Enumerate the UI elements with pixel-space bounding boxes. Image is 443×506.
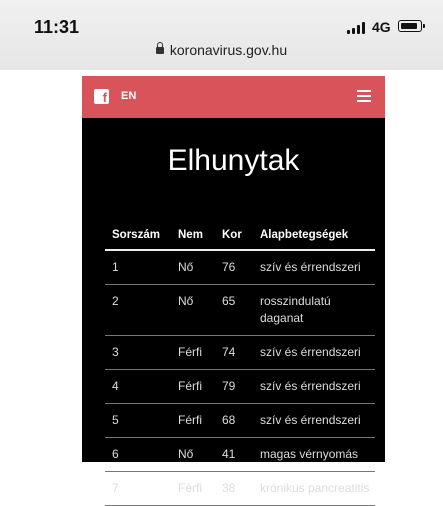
address-bar[interactable] <box>0 42 443 66</box>
cell-condition: szív és érrendszeri <box>253 336 375 370</box>
cell-sex: Férfi <box>171 336 215 370</box>
table-row <box>105 250 375 285</box>
table-row <box>105 472 375 506</box>
table-row <box>105 404 375 438</box>
cell-number: 4 <box>105 370 171 404</box>
cell-condition: rosszindulatú daganat <box>253 285 375 336</box>
cell-sex: Nő <box>171 250 215 285</box>
url-text: koronavirus.gov.hu <box>169 42 288 58</box>
cell-condition: krónikus pancreatitis <box>253 472 375 506</box>
cell-condition: szív és érrendszeri <box>253 370 375 404</box>
cell-number: 1 <box>105 250 171 285</box>
cell-condition: szív és érrendszeri <box>253 250 375 285</box>
language-switch[interactable]: EN <box>121 90 137 102</box>
table-row <box>105 438 375 472</box>
table-row <box>105 285 375 336</box>
cell-age: 38 <box>215 472 253 506</box>
cell-age: 76 <box>215 250 253 285</box>
cell-sex: Nő <box>171 285 215 336</box>
hamburger-menu-icon[interactable] <box>357 89 371 103</box>
facebook-icon[interactable]: f <box>94 89 109 104</box>
cell-number: 5 <box>105 404 171 438</box>
cell-age: 41 <box>215 438 253 472</box>
header-alapbetegsegek: Alapbetegségek <box>253 224 375 250</box>
page-title: Elhunytak <box>167 144 300 178</box>
cell-age: 79 <box>215 370 253 404</box>
cell-age: 74 <box>215 336 253 370</box>
cellular-signal-icon <box>347 22 367 34</box>
cell-sex: Férfi <box>171 370 215 404</box>
cell-number: 7 <box>105 472 171 506</box>
network-type: 4G <box>372 19 391 35</box>
battery-icon <box>398 20 422 32</box>
header-kor: Kor <box>215 224 253 250</box>
cell-age: 65 <box>215 285 253 336</box>
status-time: 11:31 <box>34 17 80 37</box>
header-nem: Nem <box>171 224 215 250</box>
site-container <box>82 76 385 495</box>
deceased-table <box>105 224 375 506</box>
header-sorszam: Sorszám <box>105 224 171 250</box>
table-row <box>105 370 375 404</box>
cell-age: 68 <box>215 404 253 438</box>
cell-sex: Férfi <box>171 404 215 438</box>
status-bar <box>0 0 443 70</box>
cell-number: 3 <box>105 336 171 370</box>
cell-number: 2 <box>105 285 171 336</box>
cell-sex: Nő <box>171 438 215 472</box>
table-row <box>105 336 375 370</box>
cell-sex: Férfi <box>171 472 215 506</box>
lock-icon <box>156 47 164 54</box>
table-header-row <box>105 224 375 250</box>
cell-condition: szív és érrendszeri <box>253 404 375 438</box>
top-navbar <box>82 76 385 118</box>
cell-number: 6 <box>105 438 171 472</box>
cell-condition: magas vérnyomás <box>253 438 375 472</box>
